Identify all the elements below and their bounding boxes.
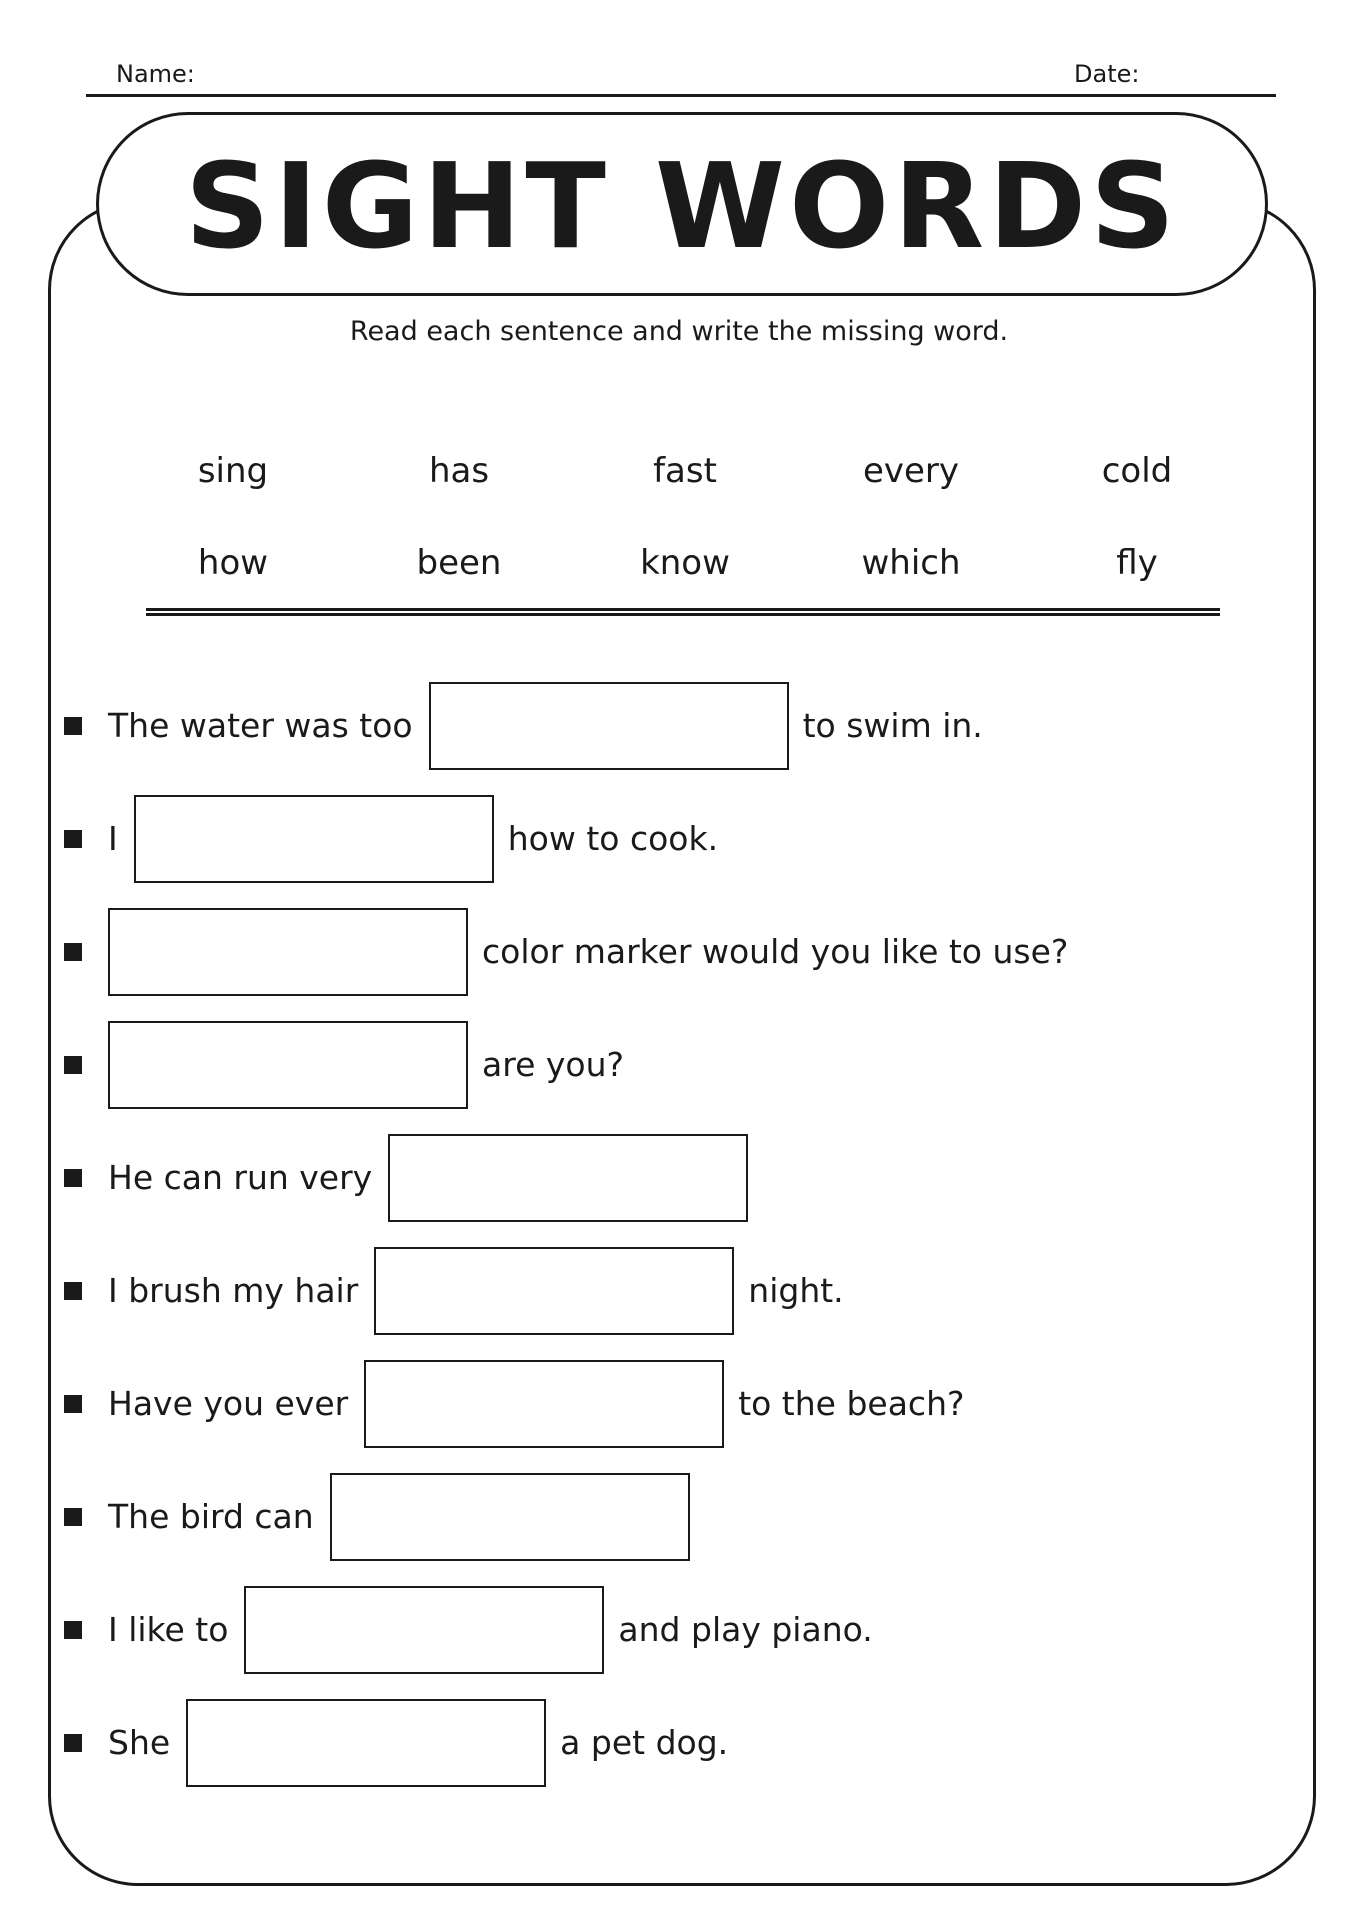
header-line <box>86 94 1276 97</box>
answer-box[interactable] <box>108 1021 468 1109</box>
sentence-text-after: a pet dog. <box>560 1723 729 1762</box>
word-bank <box>120 425 1250 609</box>
sentence-row <box>64 1460 1264 1573</box>
sentence-text-before: She <box>108 1723 171 1762</box>
sentence-text-before: I <box>108 819 118 858</box>
square-bullet-icon <box>64 717 82 735</box>
square-bullet-icon <box>64 1056 82 1074</box>
square-bullet-icon <box>64 1169 82 1187</box>
word-bank-word: sing <box>197 451 269 491</box>
answer-box[interactable] <box>388 1134 748 1222</box>
square-bullet-icon <box>64 830 82 848</box>
page-title: SIGHT WORDS <box>184 137 1180 275</box>
sentence-list <box>64 669 1264 1799</box>
sentence-row <box>64 1686 1264 1799</box>
date-label: Date: <box>1074 60 1140 88</box>
title-banner <box>96 112 1268 296</box>
header-row <box>86 58 1276 98</box>
square-bullet-icon <box>64 943 82 961</box>
answer-box[interactable] <box>186 1699 546 1787</box>
answer-box[interactable] <box>244 1586 604 1674</box>
answer-box[interactable] <box>364 1360 724 1448</box>
answer-box[interactable] <box>330 1473 690 1561</box>
word-bank-row <box>120 425 1250 517</box>
square-bullet-icon <box>64 1621 82 1639</box>
word-bank-word: been <box>416 543 502 583</box>
sentence-text-after: color marker would you like to use? <box>482 932 1069 971</box>
sentence-text-after: to the beach? <box>738 1384 965 1423</box>
word-bank-word: how <box>197 543 269 583</box>
sentence-row <box>64 669 1264 782</box>
word-bank-word: know <box>640 543 730 583</box>
sentence-text-after: are you? <box>482 1045 625 1084</box>
sentence-row <box>64 1121 1264 1234</box>
answer-box[interactable] <box>134 795 494 883</box>
sentence-row <box>64 895 1264 1008</box>
word-bank-word: fly <box>1116 543 1158 583</box>
sentence-text-after: and play piano. <box>618 1610 873 1649</box>
word-bank-word: which <box>861 543 961 583</box>
sentence-text-before: I like to <box>108 1610 229 1649</box>
word-bank-word: fast <box>653 451 717 491</box>
sentence-text-before: Have you ever <box>108 1384 349 1423</box>
name-label: Name: <box>116 60 195 88</box>
square-bullet-icon <box>64 1508 82 1526</box>
square-bullet-icon <box>64 1734 82 1752</box>
sentence-text-after: night. <box>748 1271 844 1310</box>
sentence-text-before: I brush my hair <box>108 1271 359 1310</box>
instructions: Read each sentence and write the missing word. <box>349 316 1009 347</box>
section-divider <box>146 608 1220 616</box>
sentence-text-after: how to cook. <box>507 819 719 858</box>
answer-box[interactable] <box>108 908 468 996</box>
sentence-row <box>64 1573 1264 1686</box>
sentence-text-before: The bird can <box>108 1497 314 1536</box>
square-bullet-icon <box>64 1395 82 1413</box>
word-bank-word: cold <box>1101 451 1173 491</box>
sentence-text-after: to swim in. <box>802 706 983 745</box>
answer-box[interactable] <box>374 1247 734 1335</box>
sentence-row <box>64 1234 1264 1347</box>
word-bank-word: every <box>862 451 960 491</box>
sentence-row <box>64 1347 1264 1460</box>
word-bank-word: has <box>428 451 490 491</box>
square-bullet-icon <box>64 1282 82 1300</box>
sentence-text-before: He can run very <box>108 1158 373 1197</box>
word-bank-row <box>120 517 1250 609</box>
sentence-row <box>64 1008 1264 1121</box>
sentence-row <box>64 782 1264 895</box>
answer-box[interactable] <box>429 682 789 770</box>
sentence-text-before: The water was too <box>108 706 413 745</box>
